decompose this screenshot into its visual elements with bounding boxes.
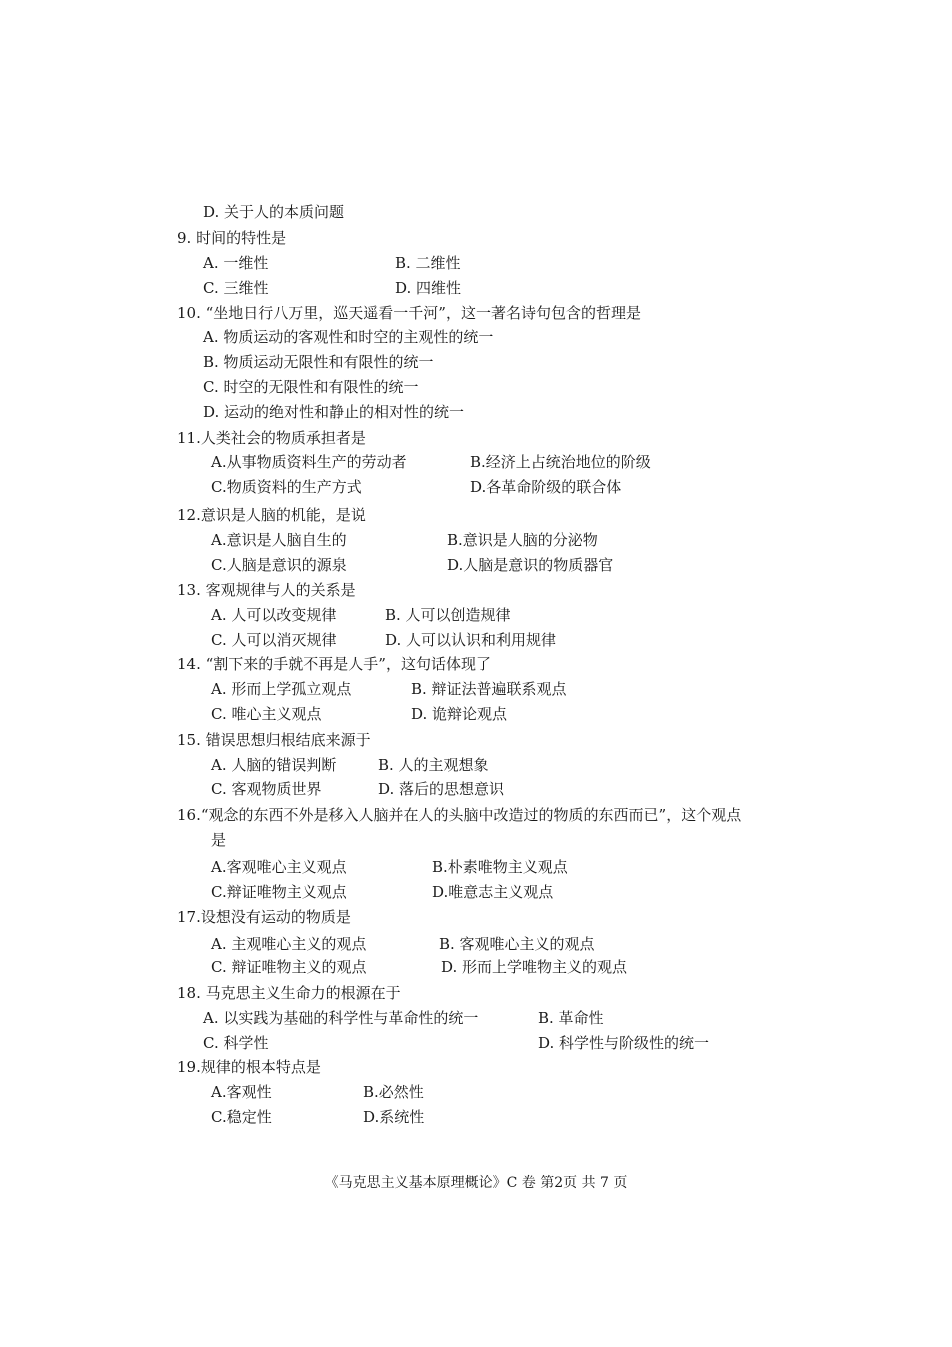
q19-option-c: C.稳定性 bbox=[211, 1108, 272, 1126]
q16-option-d: D.唯意志主义观点 bbox=[432, 883, 554, 901]
q11-option-a: A.从事物质资料生产的劳动者 bbox=[211, 453, 407, 471]
q16-option-a: A.客观唯心主义观点 bbox=[211, 858, 347, 876]
q11-option-b: B.经济上占统治地位的阶级 bbox=[470, 453, 651, 471]
q9-option-b: B. 二维性 bbox=[395, 254, 461, 272]
q14-stem: 14. “割下来的手就不再是人手”，这句话体现了 bbox=[177, 655, 491, 673]
q15-option-a: A. 人脑的错误判断 bbox=[211, 756, 337, 774]
q9-option-d: D. 四维性 bbox=[395, 279, 462, 297]
q16-stem: 16.“观念的东西不外是移入人脑并在人的头脑中改造过的物质的东西而已”，这个观点 bbox=[177, 806, 742, 824]
q14-option-b: B. 辩证法普遍联系观点 bbox=[411, 680, 567, 698]
q12-option-c: C.人脑是意识的源泉 bbox=[211, 556, 347, 574]
q12-option-b: B.意识是人脑的分泌物 bbox=[447, 531, 598, 549]
page-footer: 《马克思主义基本原理概论》C 卷 第2页 共 7 页 bbox=[324, 1175, 628, 1191]
q13-option-c: C. 人可以消灭规律 bbox=[211, 631, 337, 649]
q13-option-d: D. 人可以认识和利用规律 bbox=[385, 631, 557, 649]
q18-option-b: B. 革命性 bbox=[538, 1009, 604, 1027]
q15-option-c: C. 客观物质世界 bbox=[211, 780, 322, 798]
q11-option-c: C.物质资料的生产方式 bbox=[211, 478, 362, 496]
q9-option-a: A. 一维性 bbox=[203, 254, 269, 272]
q9-stem: 9. 时间的特性是 bbox=[177, 229, 287, 247]
q16-stem-continued: 是 bbox=[211, 831, 227, 849]
q19-stem: 19.规律的根本特点是 bbox=[177, 1058, 321, 1076]
q13-stem: 13. 客观规律与人的关系是 bbox=[177, 581, 356, 599]
q15-option-b: B. 人的主观想象 bbox=[378, 756, 489, 774]
q8-option-d: D. 关于人的本质问题 bbox=[203, 203, 345, 221]
q17-option-a: A. 主观唯心主义的观点 bbox=[211, 935, 367, 953]
q10-option-b: B. 物质运动无限性和有限性的统一 bbox=[203, 353, 434, 371]
q10-option-c: C. 时空的无限性和有限性的统一 bbox=[203, 378, 419, 396]
q9-option-c: C. 三维性 bbox=[203, 279, 269, 297]
q19-option-d: D.系统性 bbox=[363, 1108, 425, 1126]
q10-option-a: A. 物质运动的客观性和时空的主观性的统一 bbox=[203, 328, 494, 346]
q14-option-a: A. 形而上学孤立观点 bbox=[211, 680, 352, 698]
q14-option-d: D. 诡辩论观点 bbox=[411, 705, 508, 723]
q18-option-a: A. 以实践为基础的科学性与革命性的统一 bbox=[203, 1009, 479, 1027]
q11-option-d: D.各革命阶级的联合体 bbox=[470, 478, 622, 496]
q10-option-d: D. 运动的绝对性和静止的相对性的统一 bbox=[203, 403, 465, 421]
q12-option-a: A.意识是人脑自生的 bbox=[211, 531, 347, 549]
q17-option-b: B. 客观唯心主义的观点 bbox=[439, 935, 595, 953]
q17-option-d: D. 形而上学唯物主义的观点 bbox=[441, 958, 628, 976]
q12-stem: 12.意识是人脑的机能，是说 bbox=[177, 506, 366, 524]
q11-stem: 11.人类社会的物质承担者是 bbox=[177, 429, 366, 447]
q19-option-b: B.必然性 bbox=[363, 1083, 424, 1101]
q15-stem: 15. 错误思想归根结底来源于 bbox=[177, 731, 371, 749]
q18-stem: 18. 马克思主义生命力的根源在于 bbox=[177, 984, 401, 1002]
q10-stem: 10. “坐地日行八万里，巡天遥看一千河”，这一著名诗句包含的哲理是 bbox=[177, 304, 641, 322]
q14-option-c: C. 唯心主义观点 bbox=[211, 705, 322, 723]
q18-option-c: C. 科学性 bbox=[203, 1034, 269, 1052]
q16-option-b: B.朴素唯物主义观点 bbox=[432, 858, 568, 876]
q13-option-b: B. 人可以创造规律 bbox=[385, 606, 511, 624]
q15-option-d: D. 落后的思想意识 bbox=[378, 780, 505, 798]
q16-option-c: C.辩证唯物主义观点 bbox=[211, 883, 347, 901]
q17-stem: 17.设想没有运动的物质是 bbox=[177, 908, 351, 926]
q13-option-a: A. 人可以改变规律 bbox=[211, 606, 337, 624]
q12-option-d: D.人脑是意识的物质器官 bbox=[447, 556, 614, 574]
q18-option-d: D. 科学性与阶级性的统一 bbox=[538, 1034, 710, 1052]
q17-option-c: C. 辩证唯物主义的观点 bbox=[211, 958, 367, 976]
q19-option-a: A.客观性 bbox=[211, 1083, 272, 1101]
